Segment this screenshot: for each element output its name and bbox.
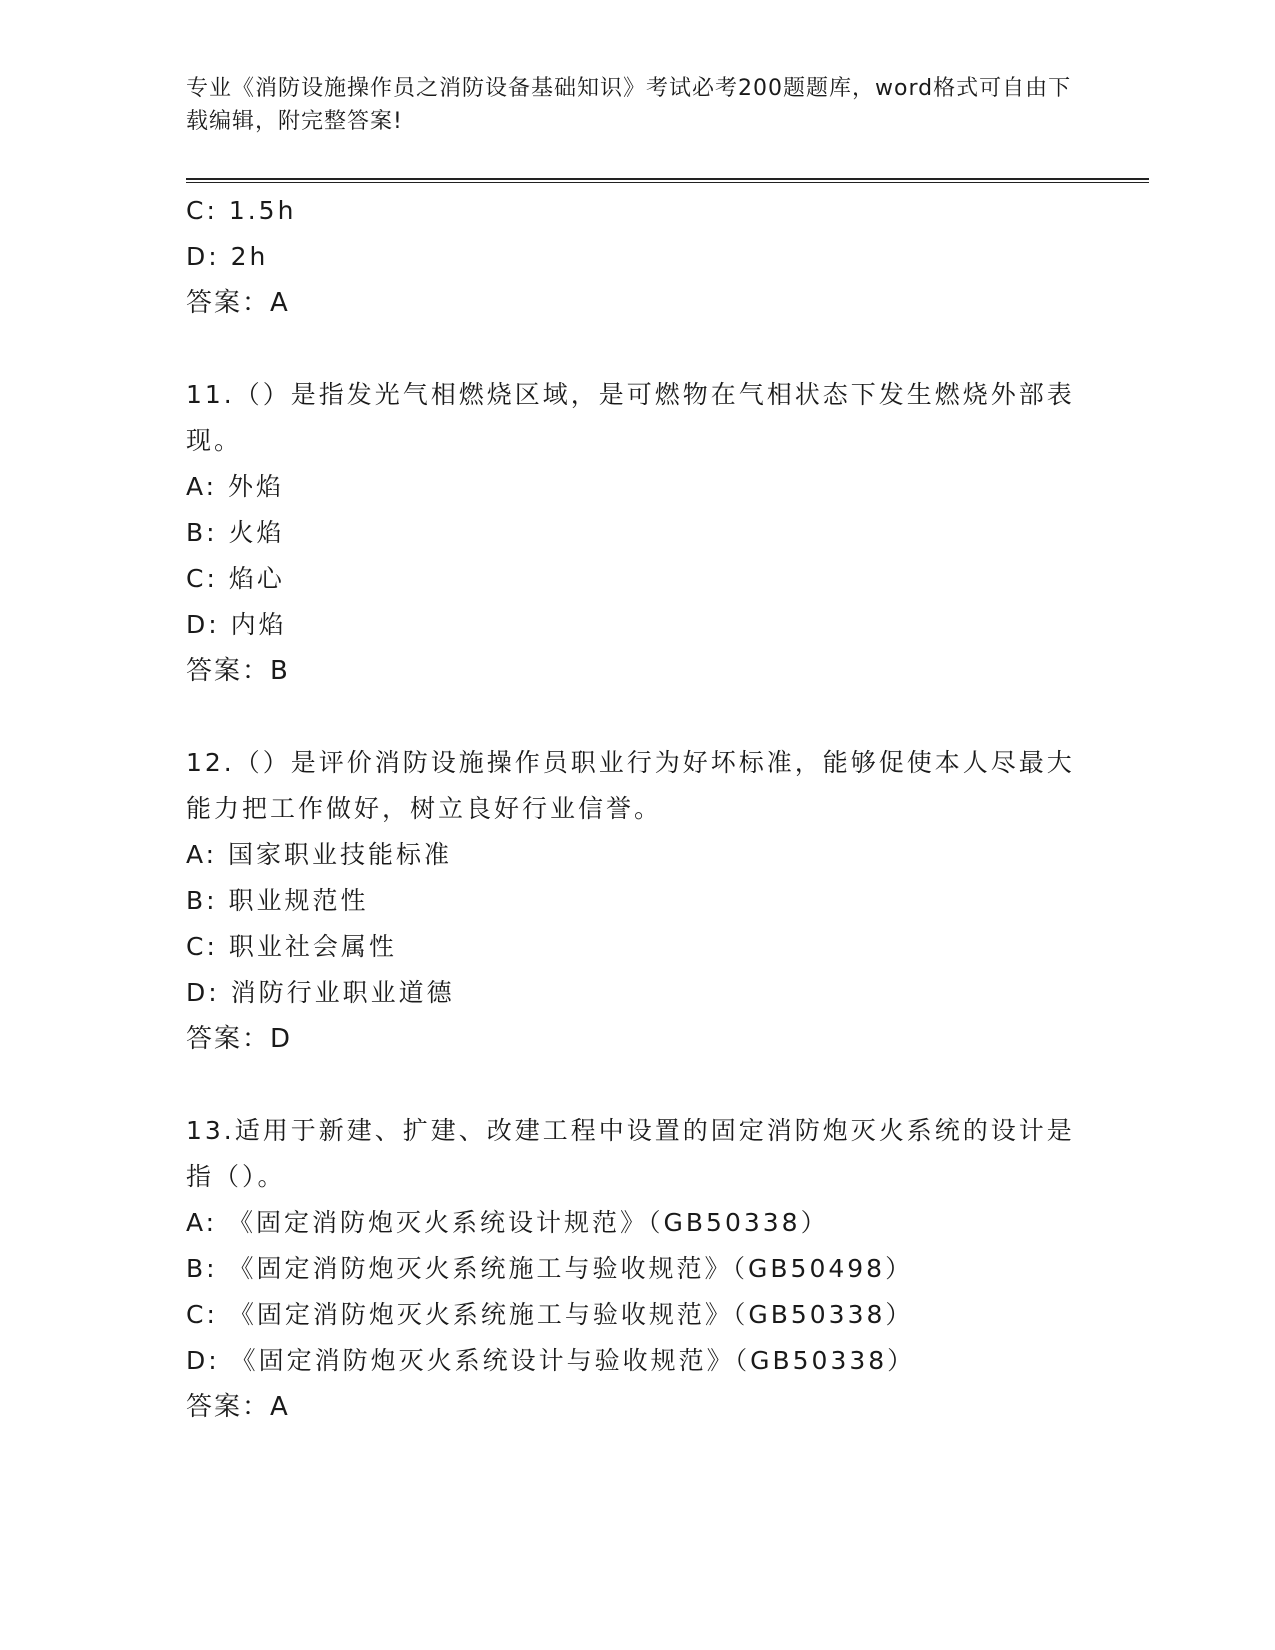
option-c: C: 职业社会属性 — [186, 932, 397, 961]
option-a: A: 外焰 — [186, 472, 285, 501]
question-stem: 12.（）是评价消防设施操作员职业行为好坏标准，能够促使本人尽最大能力把工作做好，树立良好行业信誉。 — [186, 748, 1075, 823]
answer-label: 答案：D — [186, 1024, 293, 1054]
option-c: C: 1.5h — [186, 196, 297, 225]
question-stem: 11.（）是指发光气相燃烧区域，是可燃物在气相状态下发生燃烧外部表现。 — [186, 380, 1075, 455]
question-12 — [186, 740, 1086, 1062]
option-b: B: 《固定消防炮灭火系统施工与验收规范》（GB50498） — [186, 1254, 914, 1283]
option-c: C: 《固定消防炮灭火系统施工与验收规范》（GB50338） — [186, 1300, 914, 1329]
option-d: D: 内焰 — [186, 610, 287, 639]
spacer — [186, 326, 1086, 372]
question-13 — [186, 1108, 1086, 1430]
question-11 — [186, 372, 1086, 694]
answer-label: 答案：B — [186, 656, 290, 686]
answer-label: 答案：A — [186, 1392, 290, 1422]
option-d: D: 2h — [186, 242, 269, 271]
option-a: A: 国家职业技能标准 — [186, 840, 453, 869]
document-body — [186, 188, 1086, 1430]
question-stem: 13.适用于新建、扩建、改建工程中设置的固定消防炮灭火系统的设计是指（）。 — [186, 1116, 1075, 1191]
question-fragment — [186, 188, 1086, 326]
page-header: 专业《消防设施操作员之消防设备基础知识》考试必考200题题库，word格式可自由下载编辑，附完整答案! — [186, 76, 1072, 134]
header-divider — [186, 178, 1149, 183]
option-a: A: 《固定消防炮灭火系统设计规范》（GB50338） — [186, 1208, 829, 1237]
spacer — [186, 694, 1086, 740]
option-c: C: 焰心 — [186, 564, 285, 593]
option-d: D: 《固定消防炮灭火系统设计与验收规范》（GB50338） — [186, 1346, 916, 1375]
option-b: B: 火焰 — [186, 518, 285, 547]
option-d: D: 消防行业职业道德 — [186, 978, 455, 1007]
option-b: B: 职业规范性 — [186, 886, 369, 915]
spacer — [186, 1062, 1086, 1108]
answer-label: 答案：A — [186, 288, 290, 318]
